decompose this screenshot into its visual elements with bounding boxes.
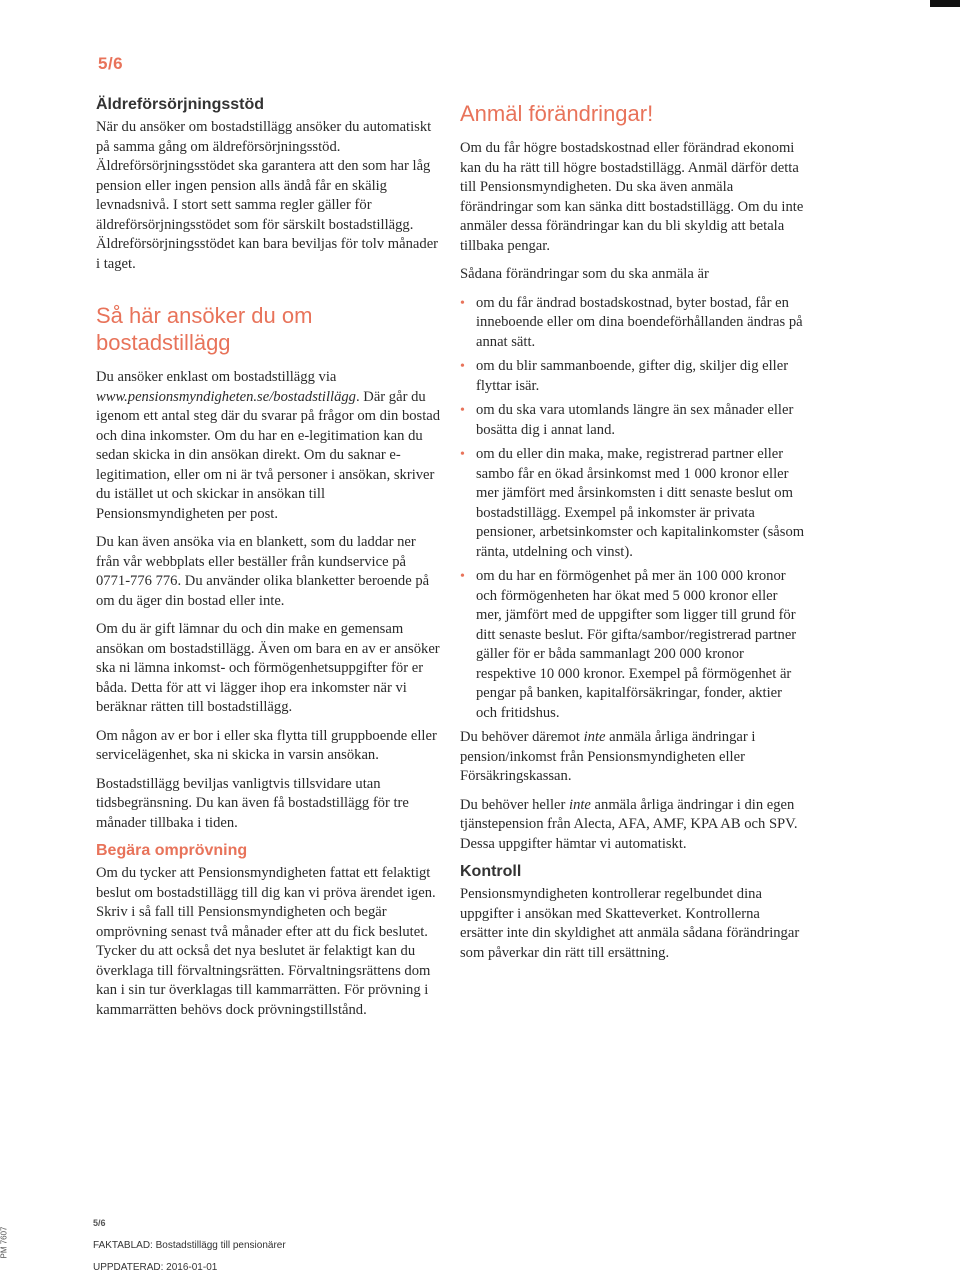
arliga1-after: anmäla årliga ändringar i pension/inkomst från Pensionsmyndigheten eller Försäkringskassan. [460,729,756,784]
heading-aldreforsorjningsstod: Äldreförsörjningsstöd [96,96,265,113]
heading-kontroll: Kontroll [460,863,522,880]
arliga1-before: Du behöver däremot [460,729,584,745]
website-link[interactable]: www.pensionsmyndigheten.se/bostadstillägg [96,388,356,405]
list-item: • om du eller din maka, make, registrerad partner eller sambo får en ökad årsinkomst med 1 000 kronor eller mer jämfört med årsinkomsten i ditt senaste beslut om bostadstillägg. Exempel på inkomster är privata pensioner, arbetsinkomster och kapitalinkomster (såsom ränta, utdelning och vinst). [476,445,805,562]
list-item: • om du ska vara utomlands längre än sex månader eller bosätta dig i annat land. [476,401,805,440]
ansok-paragraph-4: Om någon av er bor i eller ska flytta till gruppboende eller servicelägenhet, ska ni skicka in varsin ansökan. [96,727,437,763]
ansok-paragraph-2: Du kan även ansöka via en blankett, som du laddar ner från vår webbplats eller beställer från kundservice på 0771-776 776. Du använder olika blanketter beroende på om du äger din bostad eller inte. [96,534,430,609]
list-lead-in: Sådana förändringar som du ska anmäla är [460,266,709,282]
arliga1-emphasis: inte [583,729,606,745]
arliga-paragraph-1 [460,728,805,787]
left-column [96,96,441,1029]
anmal-text: Om du får högre bostadskostnad eller förändrad ekonomi kan du ha rätt till högre bostadstillägg. Anmäl därför detta till Pensionsmyndigheten. Du ska även anmäla förändringar som kan sänka ditt bostadstillägg. Om du inte anmäler dessa förändringar kan du bli skyldig att betala tillbaka pengar. [460,140,804,254]
footer-title: FAKTABLAD: Bostadstillägg till pensionärer [93,1240,286,1251]
heading-anmal: Anmäl förändringar! [460,101,654,126]
heading-omprovning: Begära omprövning [96,842,248,859]
ansok-p1-before: Du ansöker enklast om bostadstillägg via [96,369,337,385]
heading-ansok: Så här ansöker du om bostadstillägg [96,303,313,355]
document-code: PM 7607 [0,1226,9,1259]
omprovning-text: Om du tycker att Pensionsmyndigheten fattat ett felaktigt beslut om bostadstillägg till dig kan vi pröva ärendet igen. Skriv i så fall till Pensionsmyndigheten och begär omprövning senast två månader efter att du fick beslutet. Tycker du att också det nya beslutet är felaktigt kan du överklaga till förvaltningsrätten. Förvaltningsrättens dom kan i sin tur överklagas till kammarrätten. För prövning i kammarrätten behövs dock prövningstillstånd. [96,865,436,1018]
list-item: • om du blir sammanboende, gifter dig, skiljer dig eller flyttar isär. [476,357,805,396]
page-number: 5/6 [98,54,124,73]
change-list [460,294,805,724]
kontroll-text: Pensionsmyndigheten kontrollerar regelbundet dina uppgifter i ansökan med Skatteverket. Kontrollerna ersätter inte din skyldighet att anmäla sådana förändringar som påverkar din rätt till ersättning. [460,886,800,961]
right-column [460,100,805,972]
ansok-paragraph-1 [96,368,441,524]
arliga2-after: anmäla årliga ändringar i din egen tjänstepension från Alecta, AFA, AMF, KPA AB och SPV. Dessa uppgifter hämtar vi automatiskt. [460,796,798,852]
corner-mark [930,0,960,7]
list-item: • om du får ändrad bostadskostnad, byter bostad, får en inneboende eller om dina boendeförhållanden ändras på annat sätt. [476,294,805,353]
footer-page-number: 5/6 [93,1218,106,1228]
arliga-paragraph-2 [460,796,805,855]
aldreforsorjningsstod-text: När du ansöker om bostadstillägg ansöker du automatiskt på samma gång om äldreförsörjningsstöd. Äldreförsörjningsstödet ska garantera att den som har låg pension eller ingen pension alls ändå får en skälig levnadsnivå. I stort sett samma regler gäller för äldreförsörjningsstödet som för särskilt bostadstillägg. Äldreförsörjningsstödet kan bara beviljas för tolv månader i taget. [96,119,439,272]
list-item: • om du har en förmögenhet på mer än 100 000 kronor och förmögenheten har ökat med 5 000 kronor eller mer, jämfört med de uppgifter som ligger till grund för ditt senaste beslut. För gifta/sambor/registrerad partner gäller för er båda sammanlagt 200 000 kronor respektive 10 000 kronor. Exempel på förmögenhet är pengar på banken, kapitalförsäkringar, fonder, aktier och fritidshus. [476,567,805,723]
ansok-p1-after: . Där går du igenom ett antal steg där du svarar på frågor om din bostad och dina inkomster. Om du har en e-legitimation kan du sedan skicka in din ansökan direkt. Om du saknar e-legitimation, eller om ni är två personer i ansökan, skriver du istället ut och skickar in ansökan till Pensionsmyndigheten per post. [96,388,441,522]
arliga2-before: Du behöver heller [460,796,570,813]
arliga2-emphasis: inte [569,796,591,813]
footer-updated: UPPDATERAD: 2016-01-01 [93,1262,218,1273]
ansok-paragraph-3: Om du är gift lämnar du och din make en gemensam ansökan om bostadstillägg. Även om bara en av er ansöker ska ni lämna inkomst- och förmögenhetsuppgifter för er båda. Detta för att vi lägger ihop era inkomster när vi beräknar rätten till bostadstillägg. [96,621,440,715]
ansok-paragraph-5: Bostadstillägg beviljas vanligtvis tillsvidare utan tidsbegränsning. Du kan även få bostadstillägg för tre månader tillbaka i tiden. [96,775,409,831]
